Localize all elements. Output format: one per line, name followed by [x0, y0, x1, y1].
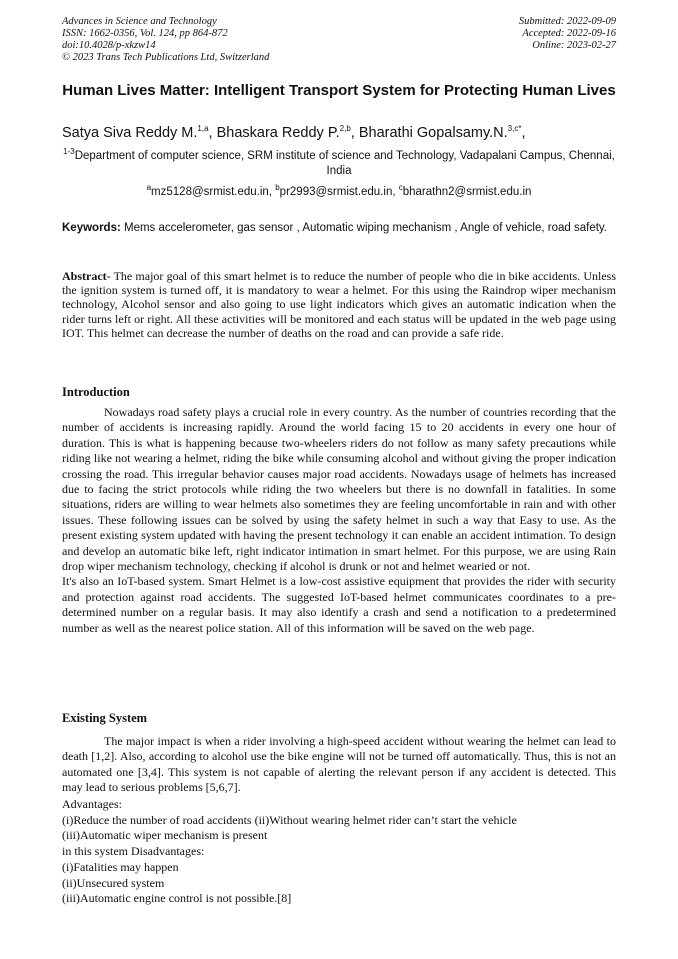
list-line: in this system Disadvantages:: [62, 844, 205, 859]
list-line: (iii)Automatic engine control is not possible.[8]: [62, 891, 292, 906]
journal-doi: doi:10.4028/p-xkzw14: [62, 40, 156, 51]
introduction-paragraph-2: It's also an IoT-based system. Smart Helmet is a low-cost assistive equipment that provides the rider with security and protection against road accidents. The suggested IoT-based helmet communicates coordinates to a pre-determined number on a regular basis. It may also identify a crash and send a notification to a predetermined number as well as the nearest police station. All of this information will be saved on the web page.: [62, 574, 616, 635]
submitted-date: Submitted: 2022-09-09: [518, 16, 616, 27]
introduction-body: [62, 405, 616, 636]
advantages-disadvantages-list: [62, 797, 616, 907]
paper-title: Human Lives Matter: Intelligent Transport System for Protecting Human Lives: [62, 82, 616, 99]
journal-info: [62, 16, 269, 64]
author-2: Bhaskara Reddy P.: [216, 125, 340, 141]
email-a: mz5128@srmist.edu.in,: [151, 186, 276, 198]
journal-issn: ISSN: 1662-0356, Vol. 124, pp 864-872: [62, 28, 228, 39]
author-1: Satya Siva Reddy M.: [62, 125, 198, 141]
list-line: (i)Fatalities may happen: [62, 859, 179, 874]
abstract: Abstract- The major goal of this smart helmet is to reduce the number of people who die in bike accidents. Unless the ignition system is turned off, it is mandatory to wear a helmet. For this using the Raindrop wiper mechanism technology, Alcohol sensor and also going to use light indicators which gives an automatic indication when the rider turns left or right. All these activities will be monitored and each status will be updated in the web page using IOT. This helmet can decrease the number of deaths on the road and can provide a safe ride.: [62, 269, 616, 340]
author-list: Satya Siva Reddy M.$^{1,a}$, Bhaskara Reddy P.$^{2,b}$, Bharathi Gopalsamy.N.$^{3,c*}$,: [62, 124, 526, 141]
email-c: bharathn2@srmist.edu.in: [402, 186, 532, 198]
author-emails: $^a$mz5128@srmist.edu.in, $^b$pr2993@srmist.edu.in, $^c$bharathn2@srmist.edu.in: [146, 183, 532, 198]
abstract-label: Abstract: [62, 269, 107, 283]
list-line: (iii)Automatic wiper mechanism is present: [62, 828, 268, 843]
affiliation: $^{1-3}$Department of computer science, SRM institute of science and Technology, Vadapalani Campus, Chennai, India: [63, 147, 615, 177]
journal-name: Advances in Science and Technology: [62, 16, 217, 27]
online-date: Online: 2023-02-27: [532, 40, 616, 51]
existing-system-body: [62, 734, 616, 796]
list-line: Advantages:: [62, 797, 122, 811]
submission-dates: [519, 16, 616, 52]
introduction-heading: Introduction: [62, 385, 130, 399]
journal-copyright: © 2023 Trans Tech Publications Ltd, Switzerland: [62, 52, 270, 63]
keywords-label: Keywords:: [62, 222, 121, 234]
existing-system-heading: Existing System: [62, 711, 148, 725]
list-line: (ii)Unsecured system: [62, 875, 165, 890]
accepted-date: Accepted: 2022-09-16: [522, 28, 616, 39]
list-line: (i)Reduce the number of road accidents (ii)Without wearing helmet rider can’t start the vehicle: [62, 812, 517, 827]
introduction-paragraph-1: Nowadays road safety plays a crucial role in every country. As the number of countries recording that the number of accidents is increasing rapidly. Around the world facing 15 to 20 accidents in every one hour of duration. This is what is happening because two-wheelers riders do not follow as many safety precautions while riding like not wearing a helmet, riding the bike while consuming alcohol and without giving the proper indication crossing the road. This irregular behavior causes major road accidents. Nowadays usage of helmets has increased due to facing the strict protocols while riding the two wheelers but there is no downfall in fatalities. In some situations, riders are willing to wear helmets also sometimes they are feeling uncomfortable in rain and with other issues. These following issues can be solved by using the safety helmet in such a way that Easy to use. As the present existing system updated with having the present technology it can enable an accident intimation. To design and develop an automatic bike left, right indicator intimation in smart helmet. For this purpose, we are using Rain drop wiper mechanism technology, checking if alcohol is drunk or not and helmet wearied or not.: [62, 405, 616, 574]
email-b: pr2993@srmist.edu.in,: [279, 186, 399, 198]
keywords: Keywords: Mems accelerometer, gas sensor , Automatic wiping mechanism , Angle of vehicle, road safety.: [62, 222, 608, 234]
author-3: Bharathi Gopalsamy.N.: [358, 125, 508, 141]
existing-system-paragraph: The major impact is when a rider involving a high-speed accident without wearing the helmet can lead to death [1,2]. Also, according to alcohol use the bike engine will not be turned off automatically. Thus, this is not an automated one [3,4]. This system is not capable of alerting the relevant person if any accident is detected. This may lead to serious problems [5,6,7].: [62, 734, 616, 795]
